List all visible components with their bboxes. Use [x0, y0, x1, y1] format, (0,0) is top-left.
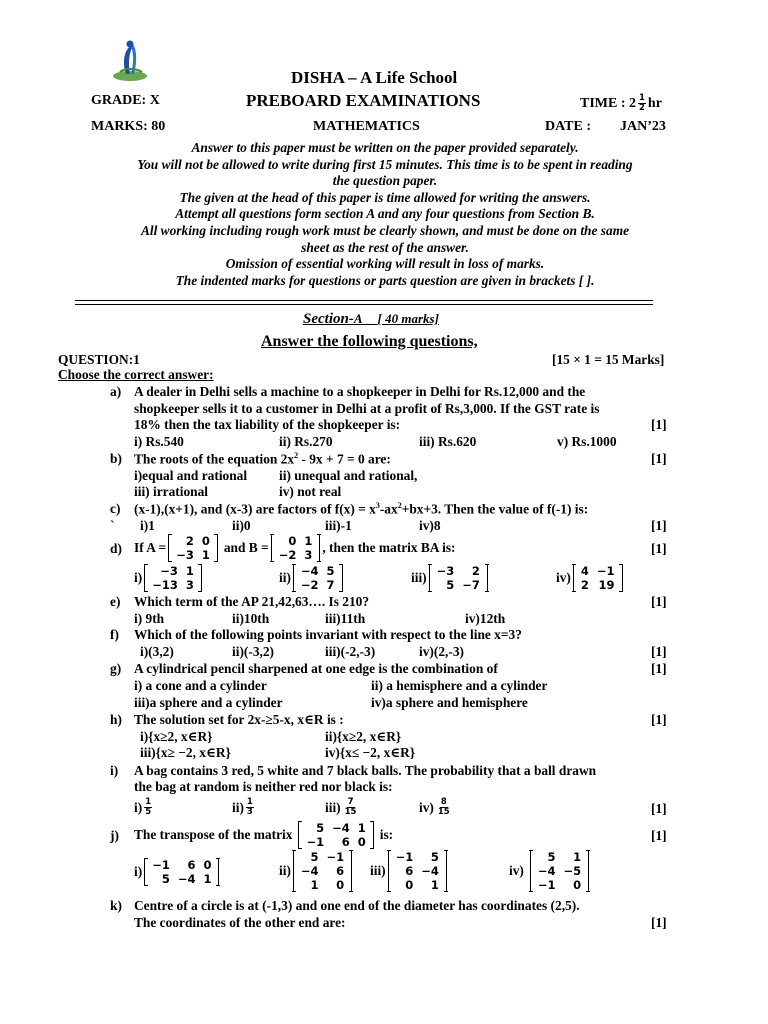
item-letter: d) [110, 541, 122, 556]
matrix-q: 5 −4 1 −1 6 0 [298, 821, 373, 849]
date-label: DATE : [545, 119, 592, 134]
item-marks: [1] [651, 661, 667, 676]
question-marks: [15 × 1 = 15 Marks] [552, 352, 665, 367]
instruction-line: sheet as the rest of the answer. [301, 239, 469, 255]
option: iv){x≤ −2, x∈R} [325, 745, 416, 760]
option-matrix: −3 1 −13 3 [144, 564, 202, 592]
option: ii) unequal and rational, [279, 468, 418, 483]
question-text: The coordinates of the other end are: [134, 915, 346, 930]
option-matrix: −3 2 5 −7 [429, 564, 488, 592]
option: ii)(-3,2) [232, 644, 275, 659]
date-value: JAN’23 [620, 119, 666, 134]
item-marks: [1] [651, 417, 667, 432]
fraction: $\frac{7}{15}$ [344, 797, 357, 817]
time [580, 94, 662, 113]
option: i) 9th [134, 611, 165, 626]
question-text: A cylindrical pencil sharpened at one edge is the combination of [134, 661, 498, 676]
question-text: Which term of the AP 21,42,63…. Is 210? [134, 594, 370, 609]
item-marks: [1] [651, 828, 667, 843]
option: ii) $\frac{1}{3}$ [232, 797, 253, 817]
divider [75, 304, 653, 305]
option-matrix: 4 −1 2 19 [573, 564, 623, 592]
question-text: A dealer in Delhi sells a machine to a shopkeeper in Delhi for Rs.12,000 and the [134, 384, 586, 399]
item-marks: [1] [651, 541, 667, 556]
item-marks: [1] [651, 712, 667, 727]
option: ii) a hemisphere and a cylinder [371, 678, 548, 693]
matrix-a: 2 0 −3 1 [168, 534, 218, 562]
instruction-line: You will not be allowed to write during first 15 minutes. This time is to be spent in reading [137, 156, 633, 172]
school-logo [110, 38, 150, 84]
stray-mark: ` [110, 518, 115, 533]
question-label: QUESTION:1 [58, 352, 140, 367]
fraction: $\frac{1}{3}$ [246, 797, 253, 817]
item-marks: [1] [651, 451, 667, 466]
instructions [60, 140, 710, 289]
option-matrix: 5 1 −4 −5 −1 0 [530, 850, 589, 892]
option: iii)(-2,-3) [325, 644, 376, 659]
item-letter: c) [110, 501, 121, 516]
option-matrix: −1 6 0 5 −4 1 [144, 858, 219, 886]
option-matrix: 5 −1 −4 6 1 0 [293, 850, 352, 892]
option: i)equal and rational [134, 468, 248, 483]
option: iv)12th [465, 611, 506, 626]
option: v) Rs.1000 [557, 434, 617, 449]
question-text: Centre of a circle is at (-1,3) and one end of the diameter has coordinates (2,5). [134, 898, 580, 913]
option: iii) Rs.620 [419, 434, 477, 449]
item-letter: h) [110, 712, 122, 727]
divider [75, 300, 653, 301]
option: iii){x≥ −2, x∈R} [140, 745, 231, 760]
instruction-line: Attempt all questions form section A and any four questions from Section B. [175, 206, 595, 222]
question-text: the bag at random is neither red nor black is: [134, 779, 393, 794]
item-letter: b) [110, 451, 122, 466]
option: i)(3,2) [140, 644, 174, 659]
question-text: shopkeeper sells it to a customer in Delhi at a profit of Rs,3,000. If the GST rate is [134, 401, 600, 416]
option: i) Rs.540 [134, 434, 184, 449]
instruction-line: Omission of essential working will result in loss of marks. [225, 256, 545, 272]
option: iv) not real [279, 484, 342, 499]
item-marks: [1] [651, 594, 667, 609]
instruction-line: The given at the head of this paper is time allowed for writing the answers. [179, 189, 591, 205]
option: iii)-1 [325, 518, 352, 533]
instruction-line: The indented marks for questions or parts question are given in brackets [ ]. [175, 272, 595, 288]
option: i)1 [140, 518, 155, 533]
exam-title: PREBOARD EXAMINATIONS [246, 91, 481, 110]
question-text: The transpose of the matrix 5 −4 1 −1 6 0 is: [134, 821, 394, 849]
option: ii) Rs.270 [279, 434, 333, 449]
question-text: (x-1),(x+1), and (x-3) are factors of $f(x) = x^3-ax^2+bx+3$. Then the value of f(-1) is: [134, 501, 589, 517]
item-marks: [1] [651, 915, 667, 930]
time-unit: hr [647, 95, 662, 111]
fraction: $\frac{1}{5}$ [145, 797, 152, 817]
item-marks: [1] [651, 644, 667, 659]
option: iii) $\frac{7}{15}$ [325, 797, 357, 817]
choose-instruction: Choose the correct answer: [58, 367, 214, 382]
item-letter: a) [110, 384, 122, 399]
matrix-b: 0 1 −2 3 [271, 534, 321, 562]
subject: MATHEMATICS [313, 119, 420, 134]
question-text: A bag contains 3 red, 5 white and 7 black balls. The probability that a ball drawn [134, 763, 597, 778]
time-fraction: $\frac{1}{2}$ [639, 93, 645, 113]
section-heading: Answer the following questions, [261, 333, 478, 350]
option: iii) −3 2 5 −7 [411, 564, 490, 592]
marks: MARKS: 80 [91, 119, 166, 134]
item-letter: f) [110, 627, 119, 642]
option: iii)11th [325, 611, 366, 626]
option: iv)8 [419, 518, 441, 533]
option: iii)a sphere and a cylinder [134, 695, 283, 710]
option: iv) 4 −1 2 19 [556, 564, 625, 592]
item-marks: [1] [651, 518, 667, 533]
option: iv) 5 1 −4 −5 −1 0 [509, 850, 591, 892]
item-letter: i) [110, 763, 119, 778]
option: iii) −1 5 6 −4 0 1 [370, 850, 449, 892]
option: ii)10th [232, 611, 270, 626]
question-text: 18% then the tax liability of the shopkeeper is: [134, 417, 401, 432]
item-letter: j) [110, 828, 119, 843]
instruction-line: Answer to this paper must be written on the paper provided separately. [191, 140, 579, 155]
option: ii) 5 −1 −4 6 1 0 [279, 850, 354, 892]
instruction-line: the question paper. [332, 173, 438, 189]
option: iv)(2,-3) [419, 644, 464, 659]
option: iii) irrational [134, 484, 209, 499]
question-text: The solution set for 2x-≥5-x, x∈R is : [134, 712, 344, 727]
option: iv)a sphere and hemisphere [371, 695, 528, 710]
option: ii) −4 5 −2 7 [279, 564, 345, 592]
school-name: DISHA – A Life School [291, 68, 458, 87]
fraction: $\frac{8}{15}$ [437, 797, 450, 817]
item-letter: e) [110, 594, 121, 609]
option: i) −1 6 0 5 −4 1 [134, 858, 221, 886]
option: ii)0 [232, 518, 251, 533]
option: i){x≥2, x∈R} [140, 729, 213, 744]
question-text: If A = 2 0 −3 1 and B = 0 1 −2 3 , then the matrix BA is: [134, 534, 456, 562]
option: i) a cone and a cylinder [134, 678, 267, 693]
item-letter: g) [110, 661, 122, 676]
section-title: Section-A [ 40 marks] [303, 311, 439, 327]
instruction-line: All working including rough work must be clearly shown, and must be done on the same [140, 222, 630, 238]
option: ii){x≥2, x∈R} [325, 729, 402, 744]
item-marks: [1] [651, 801, 667, 816]
question-text: Which of the following points invariant with respect to the line x=3? [134, 627, 522, 642]
option: iv) $\frac{8}{15}$ [419, 797, 450, 817]
option-matrix: −1 5 6 −4 0 1 [388, 850, 447, 892]
question-text: The roots of the equation $2x^2 - 9x + 7 = 0$ are: [134, 451, 391, 467]
grade: GRADE: X [91, 93, 160, 108]
time-label: TIME : 2 [580, 95, 636, 111]
option: i) −3 1 −13 3 [134, 564, 204, 592]
item-letter: k) [110, 898, 122, 913]
option: i) $\frac{1}{5}$ [134, 797, 152, 817]
option-matrix: −4 5 −2 7 [293, 564, 343, 592]
